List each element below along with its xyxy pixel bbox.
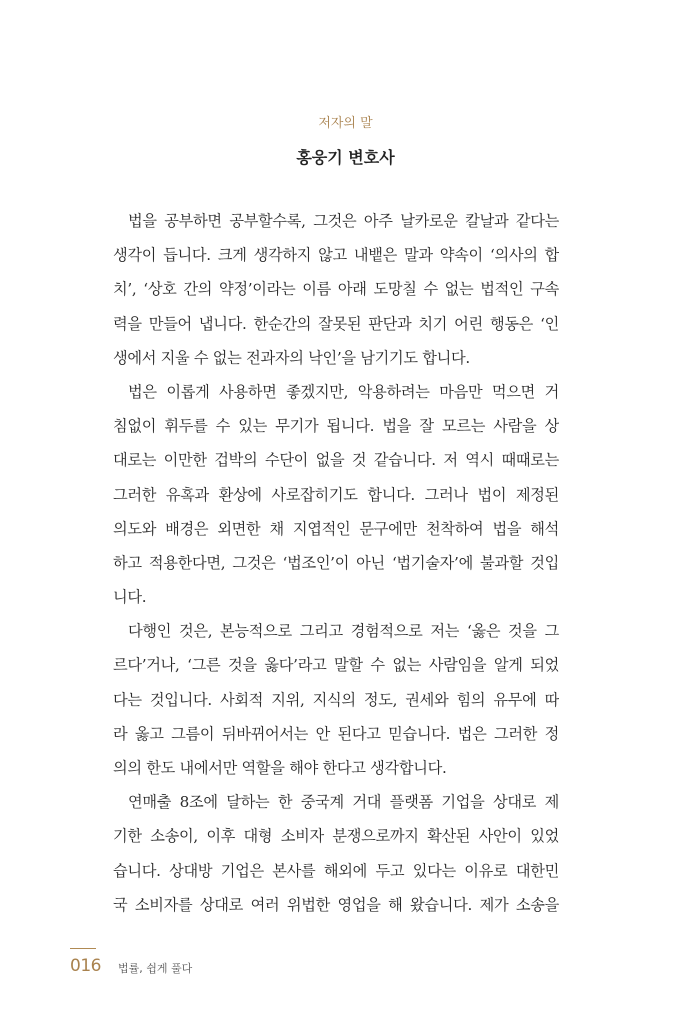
body-text [113, 204, 559, 922]
paragraph-line: 력을 만들어 냅니다. 한순간의 잘못된 판단과 치기 어린 행동은 ‘인 [113, 314, 559, 333]
paragraph-line: 하고 적용한다면, 그것은 ‘법조인’이 아닌 ‘법기술자’에 불과할 것입 [113, 553, 559, 572]
paragraph-line: 국 소비자를 상대로 여러 위법한 영업을 해 왔습니다. 제가 소송을 [113, 895, 559, 914]
paragraph-line: 니다. [113, 588, 147, 607]
paragraph-line: 연매출 8조에 달하는 한 중국계 거대 플랫폼 기업을 상대로 제 [128, 793, 559, 812]
book-title: 법률, 쉽게 풀다 [118, 962, 193, 975]
paragraph-line: 대로는 이만한 겁박의 수단이 없을 것 같습니다. 저 역시 때때로는 [113, 451, 559, 470]
page-number: 016 [70, 956, 101, 976]
paragraph-line: 기한 소송이, 이후 대형 소비자 분쟁으로까지 확산된 사안이 있었 [113, 827, 559, 846]
paragraph-line: 침없이 휘두를 수 있는 무기가 됩니다. 법을 잘 모르는 사람을 상 [113, 417, 559, 436]
paragraph-line: 의도와 배경은 외면한 채 지엽적인 문구에만 천착하여 법을 해석 [113, 519, 559, 538]
paragraph-line: 법을 공부하면 공부할수록, 그것은 아주 날카로운 칼날과 같다는 [128, 212, 559, 230]
paragraph-line: 생에서 지울 수 없는 전과자의 낙인’을 남기기도 합니다. [113, 348, 470, 367]
paragraph-line: 다행인 것은, 본능적으로 그리고 경험적으로 저는 ‘옳은 것을 그 [128, 622, 559, 641]
paragraph-line: 치’, ‘상호 간의 약정’이라는 이름 아래 도망칠 수 없는 법적인 구속 [113, 280, 559, 299]
paragraph-line: 습니다. 상대방 기업은 본사를 해외에 두고 있다는 이유로 대한민 [113, 861, 559, 880]
paragraph-line: 생각이 듭니다. 크게 생각하지 않고 내뱉은 말과 약속이 ‘의사의 합 [113, 246, 559, 265]
author-name: 홍웅기 변호사 [296, 148, 395, 167]
footer-rule [70, 948, 96, 949]
paragraph-line: 다는 것입니다. 사회적 지위, 지식의 정도, 권세와 힘의 유무에 따 [113, 690, 559, 709]
paragraph-line: 르다’거나, ‘그른 것을 옳다’라고 말할 수 없는 사람임을 알게 되었 [113, 656, 559, 675]
paragraph-line: 라 옳고 그름이 뒤바뀌어서는 안 된다고 믿습니다. 법은 그러한 정 [113, 724, 559, 743]
paragraph-line: 그러한 유혹과 환상에 사로잡히기도 합니다. 그러나 법이 제정된 [113, 485, 559, 504]
paragraph-line: 법은 이롭게 사용하면 좋겠지만, 악용하려는 마음만 먹으면 거 [128, 382, 559, 401]
section-label: 저자의 말 [318, 116, 373, 131]
paragraph-line: 의의 한도 내에서만 역할을 해야 한다고 생각합니다. [113, 759, 447, 777]
